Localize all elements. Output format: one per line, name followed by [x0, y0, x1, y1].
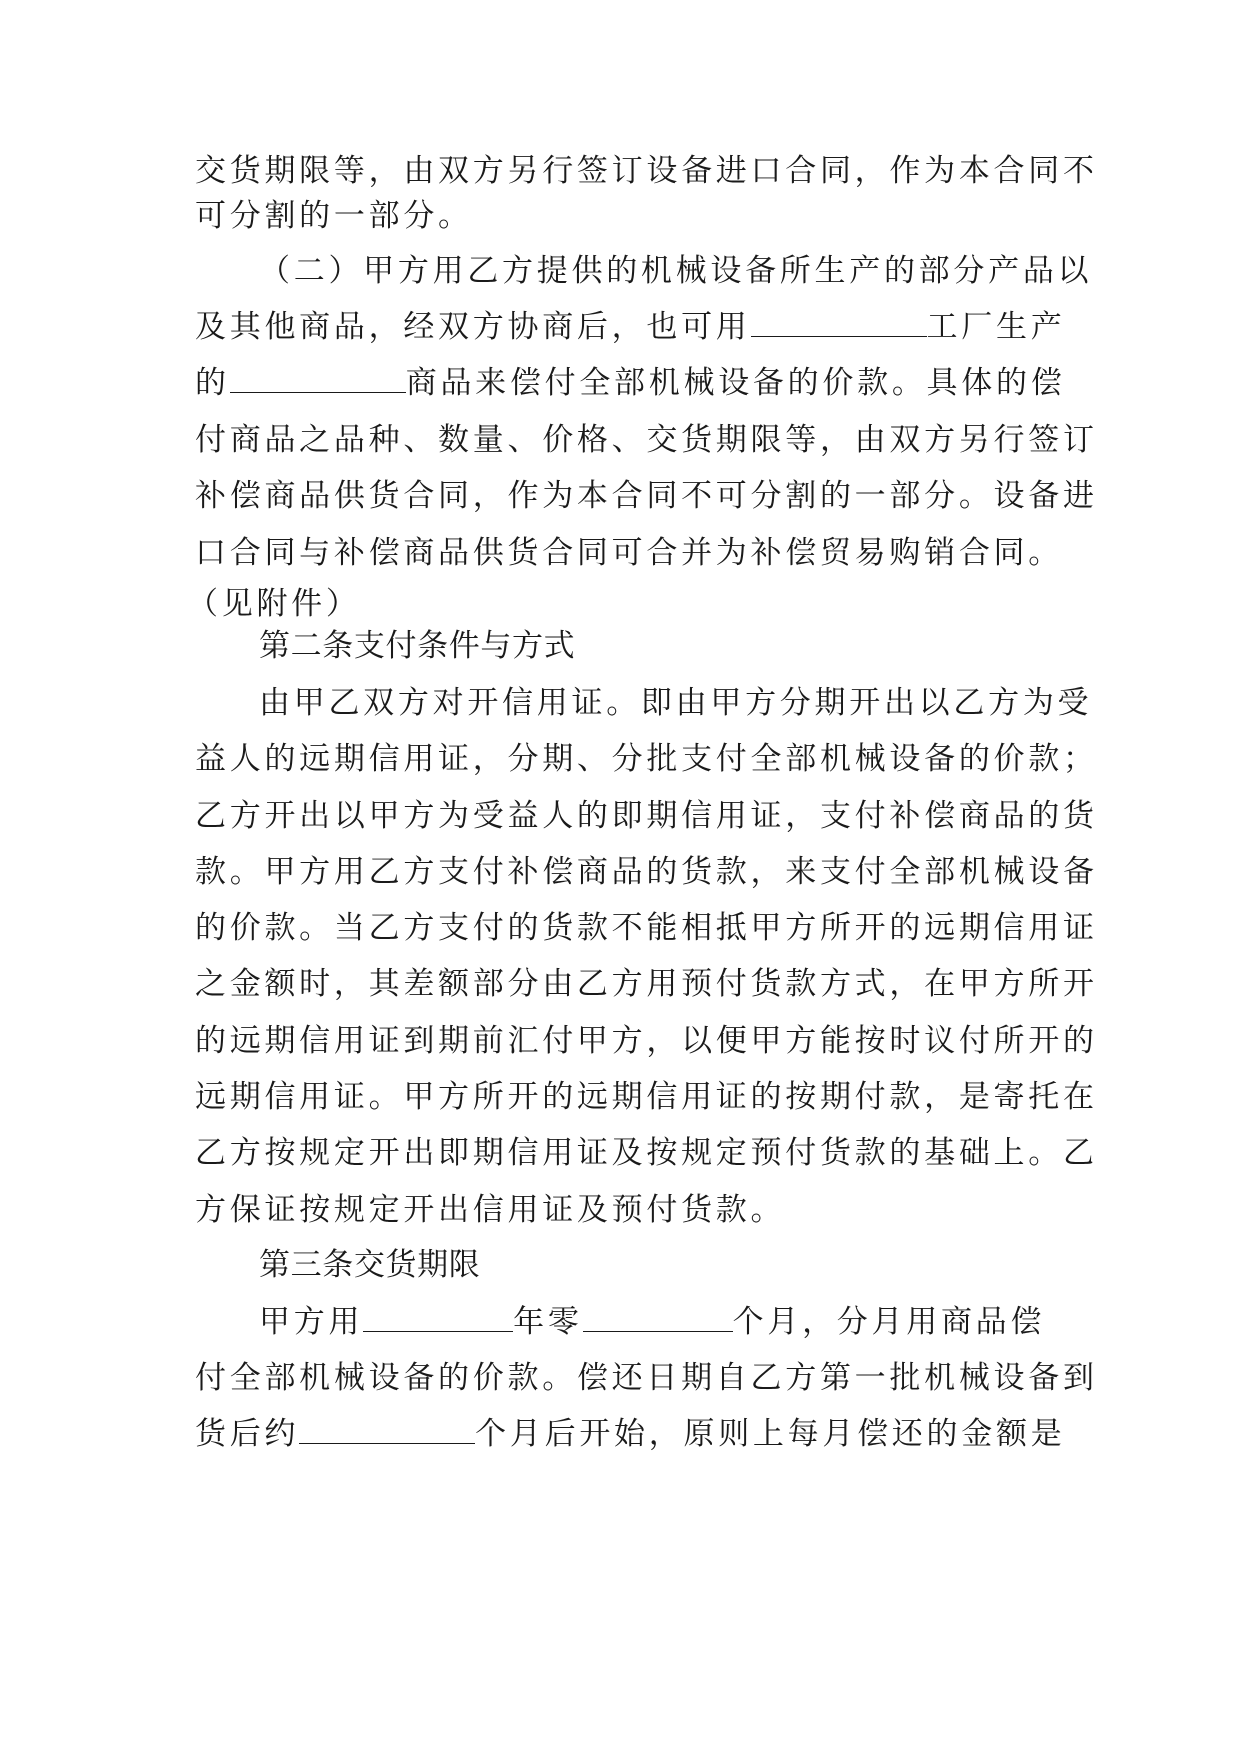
paragraph-line: 乙方开出以甲方为受益人的即期信用证，支付补偿商品的货 [195, 798, 1098, 834]
fill-in-blank [751, 308, 927, 337]
section-heading: 第二条支付条件与方式 [259, 628, 576, 664]
paragraph-line: 之金额时，其差额部分由乙方用预付货款方式，在甲方所开 [195, 966, 1098, 1002]
paragraph-line: 远期信用证。甲方所开的远期信用证的按期付款，是寄托在 [195, 1079, 1098, 1115]
paragraph-line: 方保证按规定开出信用证及预付货款。 [195, 1192, 786, 1228]
fill-in-blank [230, 364, 406, 393]
line-text: 个月后开始，原则上每月偿还的金额是 [475, 1416, 1066, 1452]
paragraph-line [259, 1302, 1055, 1342]
paragraph-line: 可分割的一部分。 [195, 198, 473, 234]
paragraph-line: 由甲乙双方对开信用证。即由甲方分期开出以乙方为受 [259, 685, 1093, 721]
line-text: 商品来偿付全部机械设备的价款。具体的偿 [405, 365, 1066, 401]
line-text: 甲方用 [259, 1304, 364, 1340]
paragraph-line: 款。甲方用乙方支付补偿商品的货款，来支付全部机械设备 [195, 854, 1098, 890]
line-text: 年零 [513, 1304, 583, 1340]
paragraph-line: 付商品之品种、数量、价格、交货期限等，由双方另行签订 [195, 422, 1098, 458]
paragraph-line: 付全部机械设备的价款。偿还日期自乙方第一批机械设备到 [195, 1360, 1098, 1396]
paragraph-line: 益人的远期信用证，分期、分批支付全部机械设备的价款； [195, 741, 1098, 777]
paragraph-line [195, 307, 1066, 347]
line-text: 货后约 [195, 1416, 300, 1452]
paragraph-line: （见附件） [187, 586, 361, 622]
line-text: 及其他商品，经双方协商后，也可用 [195, 309, 751, 345]
fill-in-blank [583, 1303, 733, 1332]
paragraph-line [195, 1414, 1066, 1454]
paragraph-line [195, 363, 1066, 403]
paragraph-line: 口合同与补偿商品供货合同可合并为补偿贸易购销合同。 [195, 535, 1063, 571]
section-heading: 第三条交货期限 [259, 1247, 481, 1283]
paragraph-line: （二）甲方用乙方提供的机械设备所生产的部分产品以 [259, 253, 1093, 289]
paragraph-line: 的价款。当乙方支付的货款不能相抵甲方所开的远期信用证 [195, 910, 1098, 946]
fill-in-blank [363, 1303, 513, 1332]
paragraph-line: 的远期信用证到期前汇付甲方，以便甲方能按时议付所开的 [195, 1023, 1098, 1059]
paragraph-line: 交货期限等，由双方另行签订设备进口合同，作为本合同不 [195, 153, 1098, 189]
line-text: 的 [195, 365, 230, 401]
paragraph-line: 补偿商品供货合同，作为本合同不可分割的一部分。设备进 [195, 478, 1098, 514]
line-text: 个月，分月用商品偿 [732, 1304, 1046, 1340]
fill-in-blank [299, 1415, 475, 1444]
paragraph-line: 乙方按规定开出即期信用证及按规定预付货款的基础上。乙 [195, 1135, 1098, 1171]
line-text: 工厂生产 [926, 309, 1066, 345]
